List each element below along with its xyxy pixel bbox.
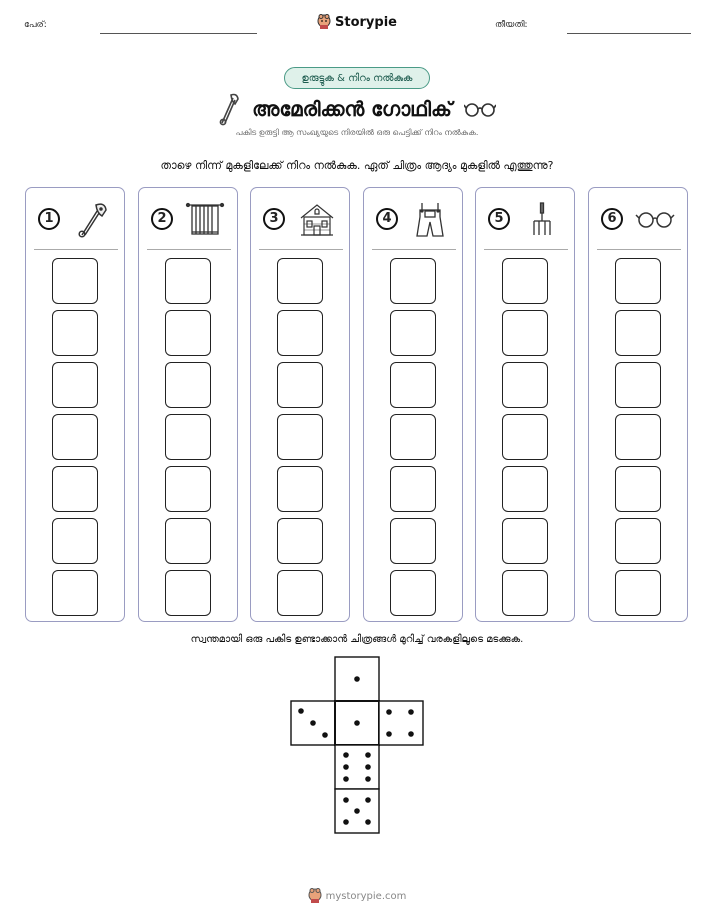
column-number: 1 [38, 208, 60, 230]
color-box[interactable] [615, 570, 661, 616]
column-number: 6 [601, 208, 623, 230]
color-box[interactable] [165, 362, 211, 408]
color-box[interactable] [390, 570, 436, 616]
color-box[interactable] [277, 414, 323, 460]
color-box[interactable] [52, 310, 98, 356]
column-divider [147, 249, 231, 250]
color-box[interactable] [502, 310, 548, 356]
dice-instruction: സ്വന്തമായി ഒരു പകിട ഉണ്ടാക്കാൻ ചിത്രങ്ങൾ മുറിച്ച് വരകളിലൂടെ മടക്കുക. [190, 634, 524, 645]
question: താഴെ നിന്ന് മുകളിലേക്ക് നിറം നൽകുക. ഏത് ചിത്രം ആദ്യം മുകളിൽ എത്തുന്നു? [160, 159, 554, 172]
color-box[interactable] [390, 414, 436, 460]
color-box[interactable] [615, 310, 661, 356]
color-box[interactable] [165, 414, 211, 460]
color-box[interactable] [615, 414, 661, 460]
column-3 [250, 187, 350, 622]
color-box[interactable] [52, 414, 98, 460]
color-box[interactable] [615, 362, 661, 408]
curtain-icon [185, 202, 225, 238]
column-header [259, 202, 343, 242]
column-6 [588, 187, 688, 622]
color-box[interactable] [52, 362, 98, 408]
footer-url[interactable]: mystorypie.com [325, 890, 407, 902]
color-box[interactable] [165, 570, 211, 616]
color-box[interactable] [277, 258, 323, 304]
overalls-icon [410, 202, 450, 238]
color-box[interactable] [390, 362, 436, 408]
color-box[interactable] [615, 518, 661, 564]
color-box[interactable] [502, 466, 548, 512]
color-box[interactable] [52, 466, 98, 512]
color-box[interactable] [502, 518, 548, 564]
brand-name: Storypie [335, 14, 397, 30]
color-box[interactable] [165, 310, 211, 356]
page-title-row [0, 92, 714, 131]
column-number: 2 [151, 208, 173, 230]
glasses-icon [635, 202, 675, 238]
subtitle: പകിട ഉരുട്ടി ആ സംഖ്യയുടെ നിരയിൽ ഒരു പെട്ടിക്ക് നിറം നൽകുക. [235, 128, 479, 137]
color-box[interactable] [277, 362, 323, 408]
color-box[interactable] [615, 466, 661, 512]
safety-pin-icon [218, 92, 240, 126]
column-4 [363, 187, 463, 622]
color-box[interactable] [502, 258, 548, 304]
column-number: 5 [488, 208, 510, 230]
column-divider [597, 249, 681, 250]
column-header [484, 202, 568, 242]
color-box[interactable] [277, 518, 323, 564]
column-header [372, 202, 456, 242]
die-net [290, 656, 426, 836]
date-line[interactable] [567, 33, 691, 34]
column-header [34, 202, 118, 242]
column-divider [484, 249, 568, 250]
color-box[interactable] [615, 258, 661, 304]
column-1 [25, 187, 125, 622]
column-divider [259, 249, 343, 250]
color-box[interactable] [277, 310, 323, 356]
storypie-logo-icon [308, 888, 322, 904]
color-box[interactable] [277, 466, 323, 512]
storypie-logo-icon [317, 14, 331, 30]
column-2 [138, 187, 238, 622]
date-label: തീയതി: [495, 20, 528, 30]
safety-pin-icon [72, 202, 112, 238]
die-face-4 [379, 701, 423, 745]
column-number: 3 [263, 208, 285, 230]
color-box[interactable] [390, 310, 436, 356]
glasses-icon [464, 101, 496, 117]
column-5 [475, 187, 575, 622]
color-box[interactable] [502, 570, 548, 616]
die-face-6 [335, 745, 379, 789]
color-box[interactable] [277, 570, 323, 616]
brand [0, 14, 714, 34]
pitchfork-icon [522, 202, 562, 238]
color-box[interactable] [390, 258, 436, 304]
color-box[interactable] [390, 466, 436, 512]
color-box[interactable] [52, 570, 98, 616]
color-box[interactable] [165, 258, 211, 304]
column-divider [372, 249, 456, 250]
column-header [147, 202, 231, 242]
footer [0, 888, 714, 907]
color-box[interactable] [502, 414, 548, 460]
column-header [597, 202, 681, 242]
color-box[interactable] [502, 362, 548, 408]
activity-badge: ഉരുട്ടുക & നിറം നൽകുക [284, 67, 430, 89]
color-box[interactable] [52, 518, 98, 564]
color-box[interactable] [52, 258, 98, 304]
color-box[interactable] [165, 518, 211, 564]
column-divider [34, 249, 118, 250]
house-icon [297, 202, 337, 238]
column-number: 4 [376, 208, 398, 230]
color-box[interactable] [165, 466, 211, 512]
page-title: അമേരിക്കൻ ഗോഥിക് [252, 97, 452, 121]
color-box[interactable] [390, 518, 436, 564]
name-label: പേര്: [24, 20, 47, 30]
